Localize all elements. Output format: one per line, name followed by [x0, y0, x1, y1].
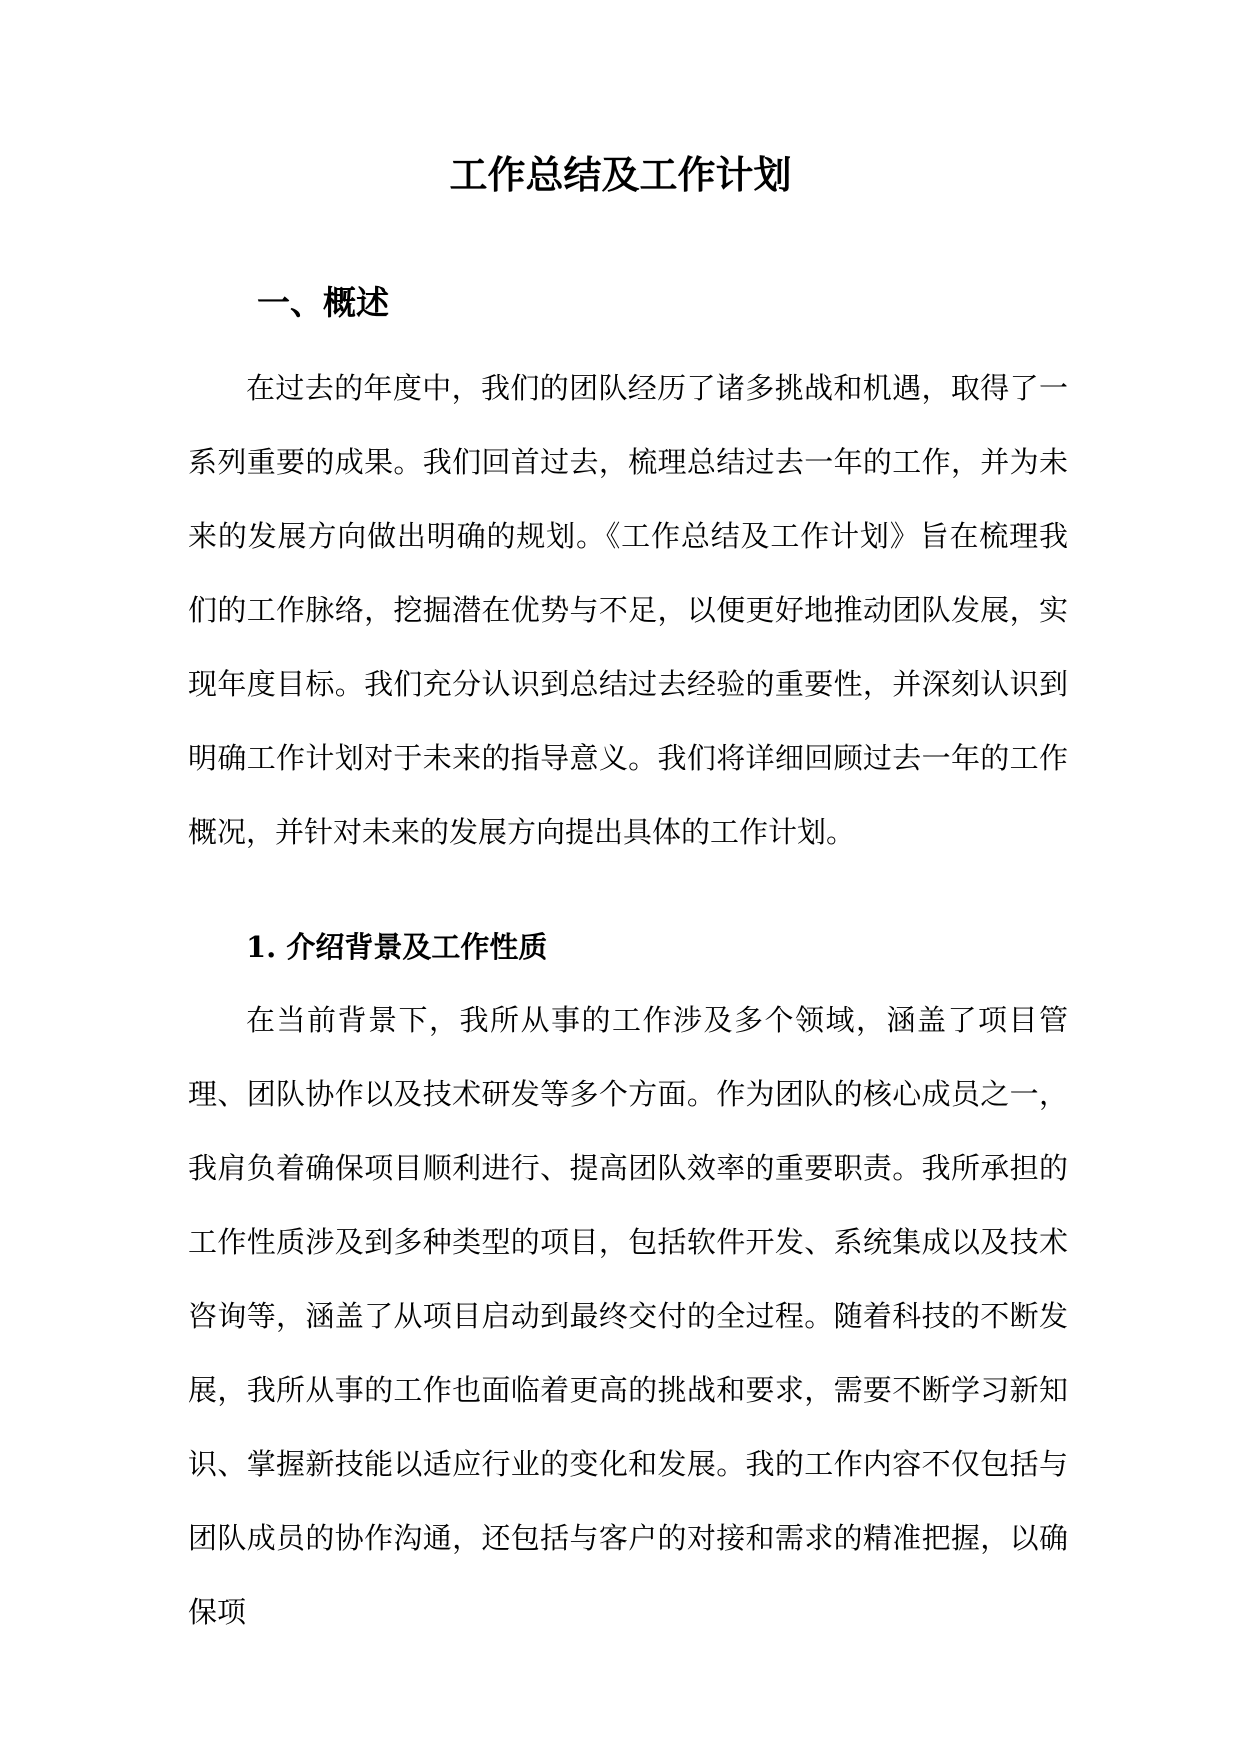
- page-title: 工作总结及工作计划: [449, 152, 792, 197]
- intro-paragraph: 在过去的年度中，我们的团队经历了诸多挑战和机遇，取得了一系列重要的成果。我们回首过去，梳理总结过去一年的工作，并为未来的发展方向做出明确的规划。《工作总结及工作计划》旨在梳理我们的工作脉络，挖掘潜在优势与不足，以便更好地推动团队发展，实现年度目标。我们充分认识到总结过去经验的重要性，并深刻认识到明确工作计划对于未来的指导意义。我们将详细回顾过去一年的工作概况，并针对未来的发展方向提出具体的工作计划。: [188, 371, 1068, 849]
- section-heading-overview: 一、概述: [257, 283, 389, 322]
- background-paragraph: 在当前背景下，我所从事的工作涉及多个领域，涵盖了项目管理、团队协作以及技术研发等多个方面。作为团队的核心成员之一，我肩负着确保项目顺利进行、提高团队效率的重要职责。我所承担的工作性质涉及到多种类型的项目，包括软件开发、系统集成以及技术咨询等，涵盖了从项目启动到最终交付的全过程。随着科技的不断发展，我所从事的工作也面临着更高的挑战和要求，需要不断学习新知识、掌握新技能以适应行业的变化和发展。我的工作内容不仅包括与团队成员的协作沟通，还包括与客户的对接和需求的精准把握，以确保项: [188, 1003, 1068, 1629]
- subsection-heading-background: 1. 介绍背景及工作性质: [246, 930, 548, 964]
